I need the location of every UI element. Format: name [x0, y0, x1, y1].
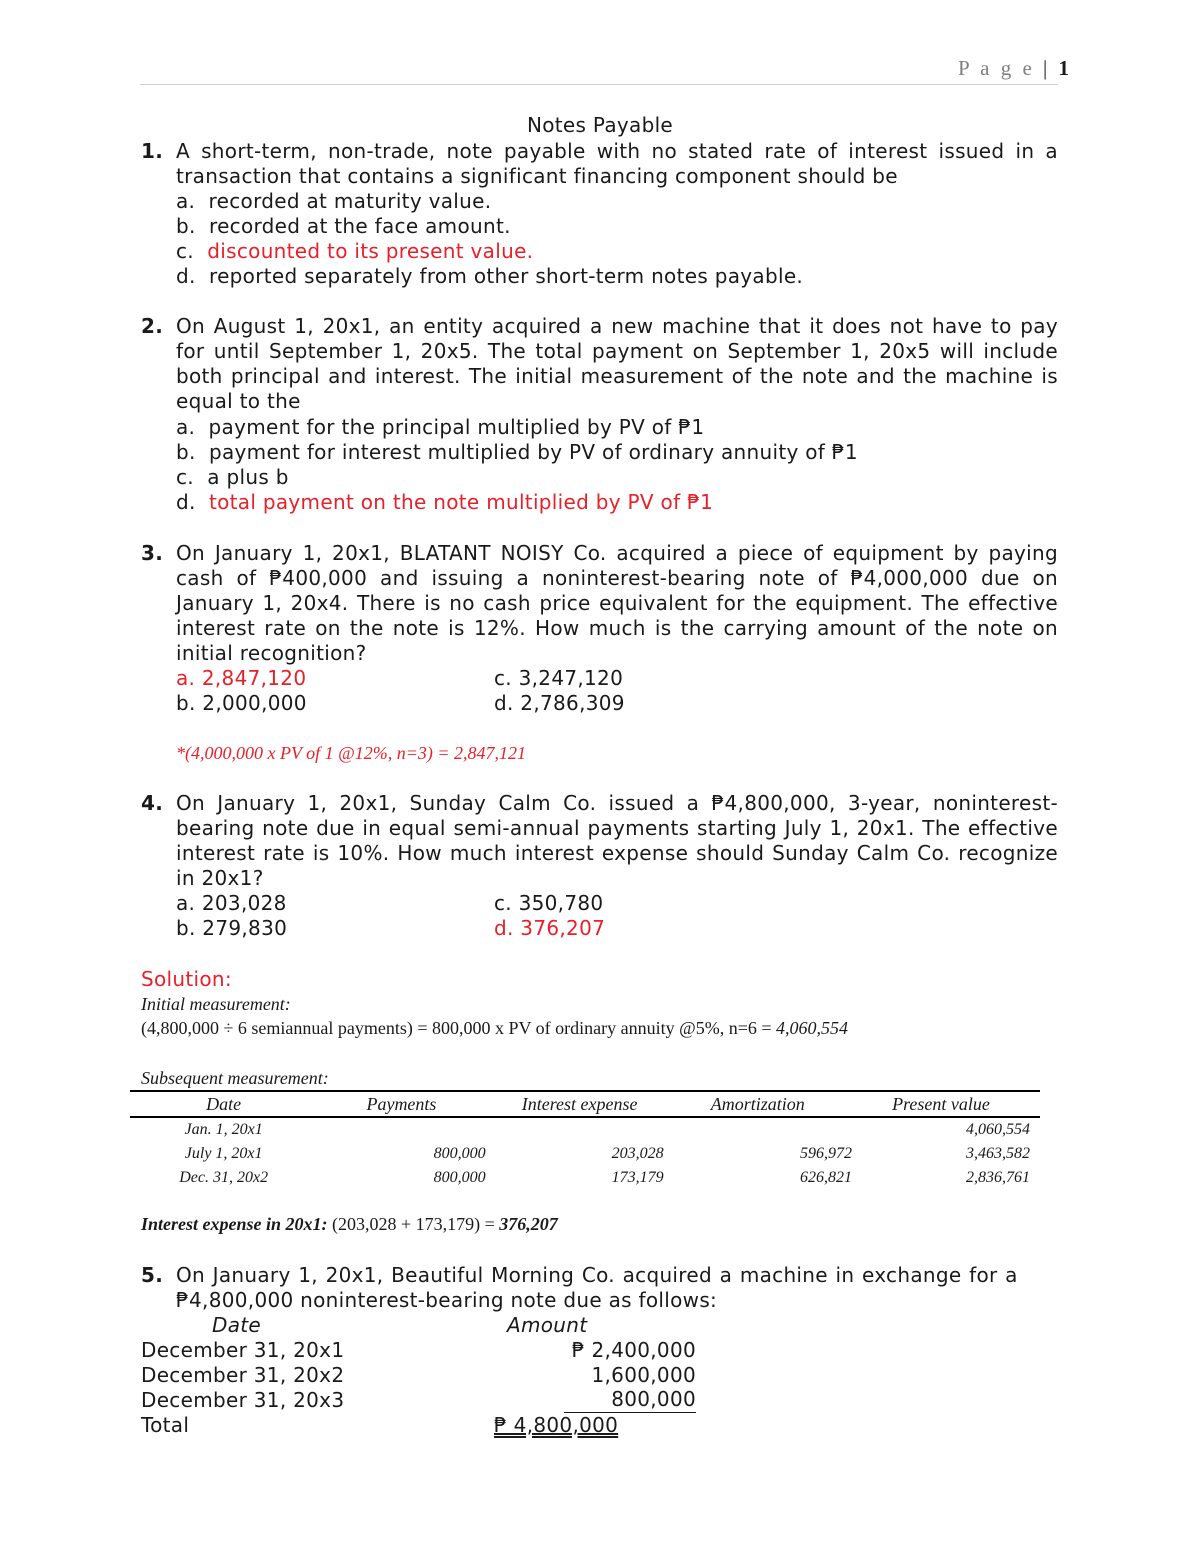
q2-stem: On August 1, 20x1, an entity acquired a new machine that it does not have to pay for until September 1, 20x5. The total payment on September 1, 20x5 will include both principal and interest. The initial measurement of the note and the machine is equal to the — [176, 314, 1058, 413]
col-date: Date — [130, 1091, 317, 1117]
q3-stem: On January 1, 20x1, BLATANT NOISY Co. acquired a piece of equipment by paying cash of ₱400,000 and issuing a noninterest-bearing note of ₱4,000,000 due on January 1, 20x4. There is no cash price equivalent for the equipment. The effective interest rate on the note is 12%. How much is the carrying amount of the note on initial recognition? — [176, 541, 1058, 665]
q3-option-a: a. 2,847,120 — [176, 666, 307, 690]
table-row: Dec. 31, 20x2 800,000 173,179 626,821 2,836,761 — [179, 1169, 1030, 1186]
amortization-table — [130, 1090, 1040, 1190]
q2-option-c: c. a plus b — [176, 465, 289, 489]
document-title: Notes Payable — [526, 113, 674, 137]
solution-label: Solution: — [141, 967, 232, 991]
q5-col-amount: Amount — [507, 1313, 588, 1337]
q2-option-d: d. total payment on the note multiplied by PV of ₱1 — [176, 490, 714, 514]
q4-option-b: b. 279,830 — [176, 916, 288, 940]
header-rule — [140, 84, 1058, 85]
q5-row-amount: ₱ 2,400,000 — [571, 1338, 696, 1362]
table-header-row — [130, 1091, 1040, 1117]
q2-option-a: a. payment for the principal multiplied by PV of ₱1 — [176, 415, 705, 439]
table-row: Jan. 1, 20x1 4,060,554 — [184, 1121, 1030, 1138]
col-amortization: Amortization — [664, 1091, 852, 1117]
q4-option-c: c. 350,780 — [494, 891, 604, 915]
page-number: 1 — [1058, 56, 1070, 80]
col-present-value: Present value — [852, 1091, 1040, 1117]
q3-option-c: c. 3,247,120 — [494, 666, 624, 690]
initial-measurement-label: Initial measurement: — [141, 994, 291, 1014]
page-header — [958, 56, 1069, 81]
q1-option-a: a. recorded at maturity value. — [176, 189, 492, 213]
q5-number: 5. — [141, 1263, 164, 1287]
col-interest-expense: Interest expense — [496, 1091, 664, 1117]
page-label: P a g e — [958, 56, 1035, 80]
q3-option-b: b. 2,000,000 — [176, 691, 307, 715]
initial-measurement-calc: (4,800,000 ÷ 6 semiannual payments) = 800,000 x PV of ordinary annuity @5%, n=6 = 4,060,554 — [141, 1018, 849, 1038]
q5-row-date: December 31, 20x1 — [141, 1338, 345, 1362]
q5-row-amount: 800,000 — [564, 1388, 696, 1413]
q1-option-c: c. discounted to its present value. — [176, 239, 534, 263]
q4-option-a: a. 203,028 — [176, 891, 287, 915]
q2-option-b: b. payment for interest multiplied by PV of ordinary annuity of ₱1 — [176, 440, 858, 464]
q5-row-amount: 1,600,000 — [591, 1363, 696, 1387]
q2-number: 2. — [141, 314, 164, 338]
q5-total-amount: ₱ 4,800,000 — [494, 1413, 619, 1437]
q1-number: 1. — [141, 139, 164, 163]
q3-option-d: d. 2,786,309 — [494, 691, 625, 715]
page-sep: | — [1043, 56, 1051, 80]
subsequent-measurement-label: Subsequent measurement: — [141, 1068, 329, 1088]
q3-solution-note: *(4,000,000 x PV of 1 @12%, n=3) = 2,847,121 — [176, 743, 526, 763]
q5-stem-line2: ₱4,800,000 noninterest-bearing note due as follows: — [176, 1288, 718, 1312]
table-row: July 1, 20x1 800,000 203,028 596,972 3,463,582 — [184, 1145, 1030, 1162]
q4-number: 4. — [141, 791, 164, 815]
interest-expense-summary: Interest expense in 20x1: (203,028 + 173,179) = 376,207 — [141, 1214, 558, 1234]
q5-stem-line1: On January 1, 20x1, Beautiful Morning Co. acquired a machine in exchange for a — [176, 1263, 1018, 1287]
q4-option-d: d. 376,207 — [494, 916, 606, 940]
q5-row-date: December 31, 20x3 — [141, 1388, 345, 1412]
q5-col-date: Date — [212, 1313, 262, 1337]
q5-row-date: December 31, 20x2 — [141, 1363, 345, 1387]
q1-stem: A short-term, non-trade, note payable with no stated rate of interest issued in a transaction that contains a significant financing component should be — [176, 139, 1058, 188]
q5-total-label: Total — [141, 1413, 190, 1437]
col-payments: Payments — [317, 1091, 495, 1117]
q3-number: 3. — [141, 541, 164, 565]
q1-option-b: b. recorded at the face amount. — [176, 214, 511, 238]
q1-option-d: d. reported separately from other short-term notes payable. — [176, 264, 804, 288]
q4-stem: On January 1, 20x1, Sunday Calm Co. issued a ₱4,800,000, 3-year, noninterest-bearing note due in equal semi-annual payments starting July 1, 20x1. The effective interest rate is 10%. How much interest expense should Sunday Calm Co. recognize in 20x1? — [176, 791, 1058, 890]
